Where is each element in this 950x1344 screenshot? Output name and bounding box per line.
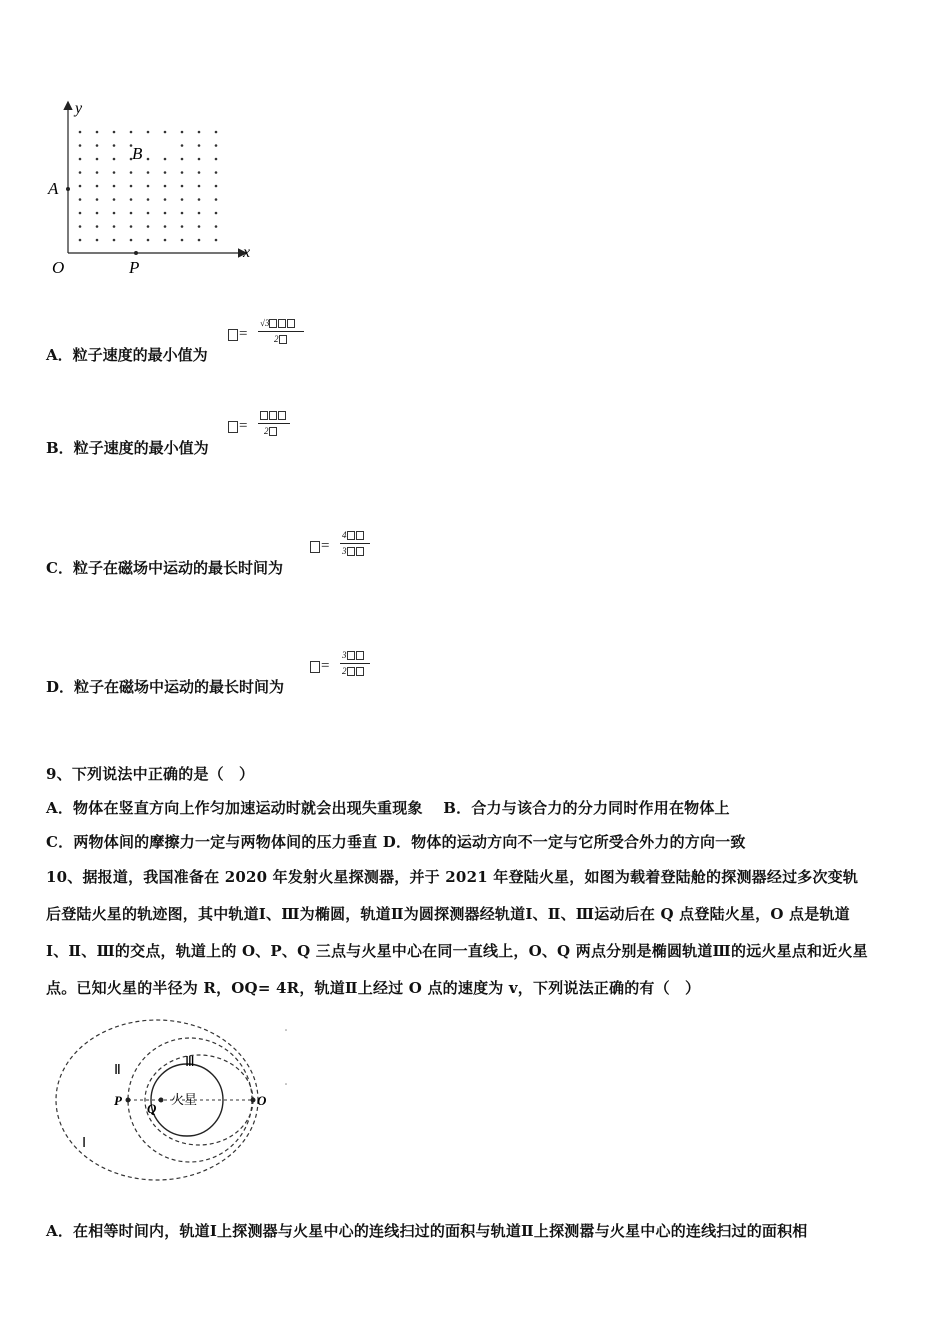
field-dot (113, 225, 116, 228)
field-dot (130, 239, 133, 242)
magnetic-field-figure (40, 95, 270, 285)
option-b-den: 2 (264, 426, 269, 436)
label-q: Q (147, 1101, 157, 1116)
q10-option-a: A．在相等时间内，轨道Ⅰ上探测器与火星中心的连线扫过的面积与轨道Ⅱ上探测嚣与火星中心的连线扫过的面积相 (46, 1222, 808, 1240)
field-dot (198, 239, 201, 242)
field-dot (198, 131, 201, 134)
field-dot (215, 198, 218, 201)
field-dot (113, 131, 116, 134)
field-dot (164, 131, 167, 134)
option-b-text: B．粒子速度的最小值为 (46, 439, 209, 457)
field-dot (181, 198, 184, 201)
x-axis-label: x (243, 244, 251, 261)
field-dot (215, 171, 218, 174)
label-mars: 火星 (171, 1092, 198, 1107)
q10-line-3: Ⅰ、Ⅱ、Ⅲ的交点，轨道上的 O、P、Q 三点与火星中心在同一直线上，O、Q 两点分别是椭圆轨道Ⅲ的远火星点和近火星 (46, 942, 868, 960)
field-dot (198, 144, 201, 147)
field-dot (96, 225, 99, 228)
orbit-i (56, 1020, 258, 1180)
option-d-text: D．粒子在磁场中运动的最长时间为 (46, 678, 285, 696)
field-dot (96, 212, 99, 215)
field-dot (215, 144, 218, 147)
field-dot (215, 225, 218, 228)
field-dot (113, 212, 116, 215)
field-dot (198, 225, 201, 228)
field-dot (130, 185, 133, 188)
field-dot (164, 185, 167, 188)
q9-line-1: A．物体在竖直方向上作匀加速运动时就会出现失重现象 B．合力与该合力的分力同时作用在物体上 (46, 799, 730, 817)
field-dot (96, 158, 99, 161)
field-dot (130, 171, 133, 174)
option-d-den: 2 (342, 666, 347, 676)
option-d-formula: = 3 2 (310, 650, 380, 684)
field-dot (164, 212, 167, 215)
field-dot (79, 158, 82, 161)
origin-label: O (52, 258, 65, 277)
field-dot (113, 158, 116, 161)
field-dot (79, 212, 82, 215)
point-p-dot (134, 251, 138, 255)
field-dot (198, 171, 201, 174)
field-dot (79, 131, 82, 134)
option-a-num: √3 (260, 318, 270, 328)
field-dot (181, 185, 184, 188)
field-dot (130, 212, 133, 215)
field-dot (215, 212, 218, 215)
field-dot (164, 198, 167, 201)
label-o: O (257, 1093, 267, 1108)
field-dot (164, 239, 167, 242)
option-a (46, 344, 208, 365)
field-dot (181, 239, 184, 242)
field-dot (96, 144, 99, 147)
field-dot (181, 225, 184, 228)
point-p-label: P (129, 258, 140, 277)
field-dot (181, 144, 184, 147)
field-dot (147, 131, 150, 134)
field-dot (181, 131, 184, 134)
label-orbit-i: Ⅰ (82, 1136, 87, 1151)
orbit-figure (50, 1012, 300, 1187)
field-dot (147, 158, 150, 161)
field-dot (164, 158, 167, 161)
y-axis-label: y (75, 100, 83, 117)
field-dot (181, 212, 184, 215)
field-dot (79, 239, 82, 242)
q9-stem: 9、下列说法中正确的是（ ） (46, 765, 255, 783)
field-dot (198, 185, 201, 188)
option-c-den: 3 (342, 546, 347, 556)
option-c-formula: = 4 3 (310, 530, 380, 564)
field-dot (79, 225, 82, 228)
option-d (46, 676, 284, 697)
point-o-marker (251, 1098, 256, 1103)
field-dot (198, 212, 201, 215)
q10-line-2: 后登陆火星的轨迹图，其中轨道Ⅰ、Ⅲ为椭圆，轨道Ⅱ为圆探测器经轨道Ⅰ、Ⅱ、Ⅲ运动后在 Q 点登陆火星，O 点是轨道 (46, 905, 850, 923)
field-dot (147, 225, 150, 228)
field-dot (79, 198, 82, 201)
field-dot (181, 171, 184, 174)
field-dot (147, 212, 150, 215)
label-orbit-iii: Ⅲ (185, 1055, 195, 1070)
field-dot (130, 198, 133, 201)
field-dot (215, 239, 218, 242)
field-dot (79, 144, 82, 147)
option-c-text: C．粒子在磁场中运动的最长时间为 (46, 559, 283, 577)
q10-line-1: 10、据报道，我国准备在 2020 年发射火星探测器，并于 2021 年登陆火星，如图为载着登陆舱的探测器经过多次变轨 (46, 868, 859, 886)
field-dot (130, 225, 133, 228)
option-b (46, 437, 209, 458)
option-b-formula: = 2 (228, 410, 298, 444)
field-dot (96, 185, 99, 188)
field-dot (198, 158, 201, 161)
point-a-label: A (48, 179, 59, 198)
field-dot (215, 158, 218, 161)
point-a-dot (66, 187, 70, 191)
field-dot (164, 171, 167, 174)
option-a-text: A．粒子速度的最小值为 (46, 346, 208, 364)
field-dot (96, 198, 99, 201)
field-dot (96, 131, 99, 134)
q10-line-4: 点。已知火星的半径为 R，OQ= 4R，轨道Ⅱ上经过 O 点的速度为 v，下列说法正确的有（ ） (46, 979, 701, 997)
q9-line-2: C．两物体间的摩擦力一定与两物体间的压力垂直 D．物体的运动方向不一定与它所受合外力的方向一致 (46, 833, 746, 851)
field-dot (96, 239, 99, 242)
point-p-marker (126, 1098, 131, 1103)
field-dot (198, 198, 201, 201)
field-dot-grid (79, 131, 218, 242)
field-dot (215, 185, 218, 188)
field-dot (96, 171, 99, 174)
option-c-num: 4 (342, 530, 347, 540)
option-c (46, 557, 283, 578)
option-a-den: 2 (274, 334, 279, 344)
field-dot (79, 185, 82, 188)
point-q-marker (159, 1098, 164, 1103)
point-b-label: B (132, 144, 143, 163)
label-orbit-ii: Ⅱ (114, 1063, 121, 1078)
field-dot (147, 185, 150, 188)
field-dot (79, 171, 82, 174)
field-dot (181, 158, 184, 161)
field-dot (113, 171, 116, 174)
field-dot (113, 198, 116, 201)
field-dot (147, 171, 150, 174)
field-dot (130, 131, 133, 134)
field-dot (164, 225, 167, 228)
field-dot (113, 144, 116, 147)
option-d-num: 3 (342, 650, 347, 660)
field-dot (113, 185, 116, 188)
label-p: P (114, 1093, 122, 1108)
field-dot (215, 131, 218, 134)
option-a-formula: = √3 2 (228, 318, 308, 352)
field-dot (147, 198, 150, 201)
field-dot (113, 239, 116, 242)
field-dot (147, 239, 150, 242)
